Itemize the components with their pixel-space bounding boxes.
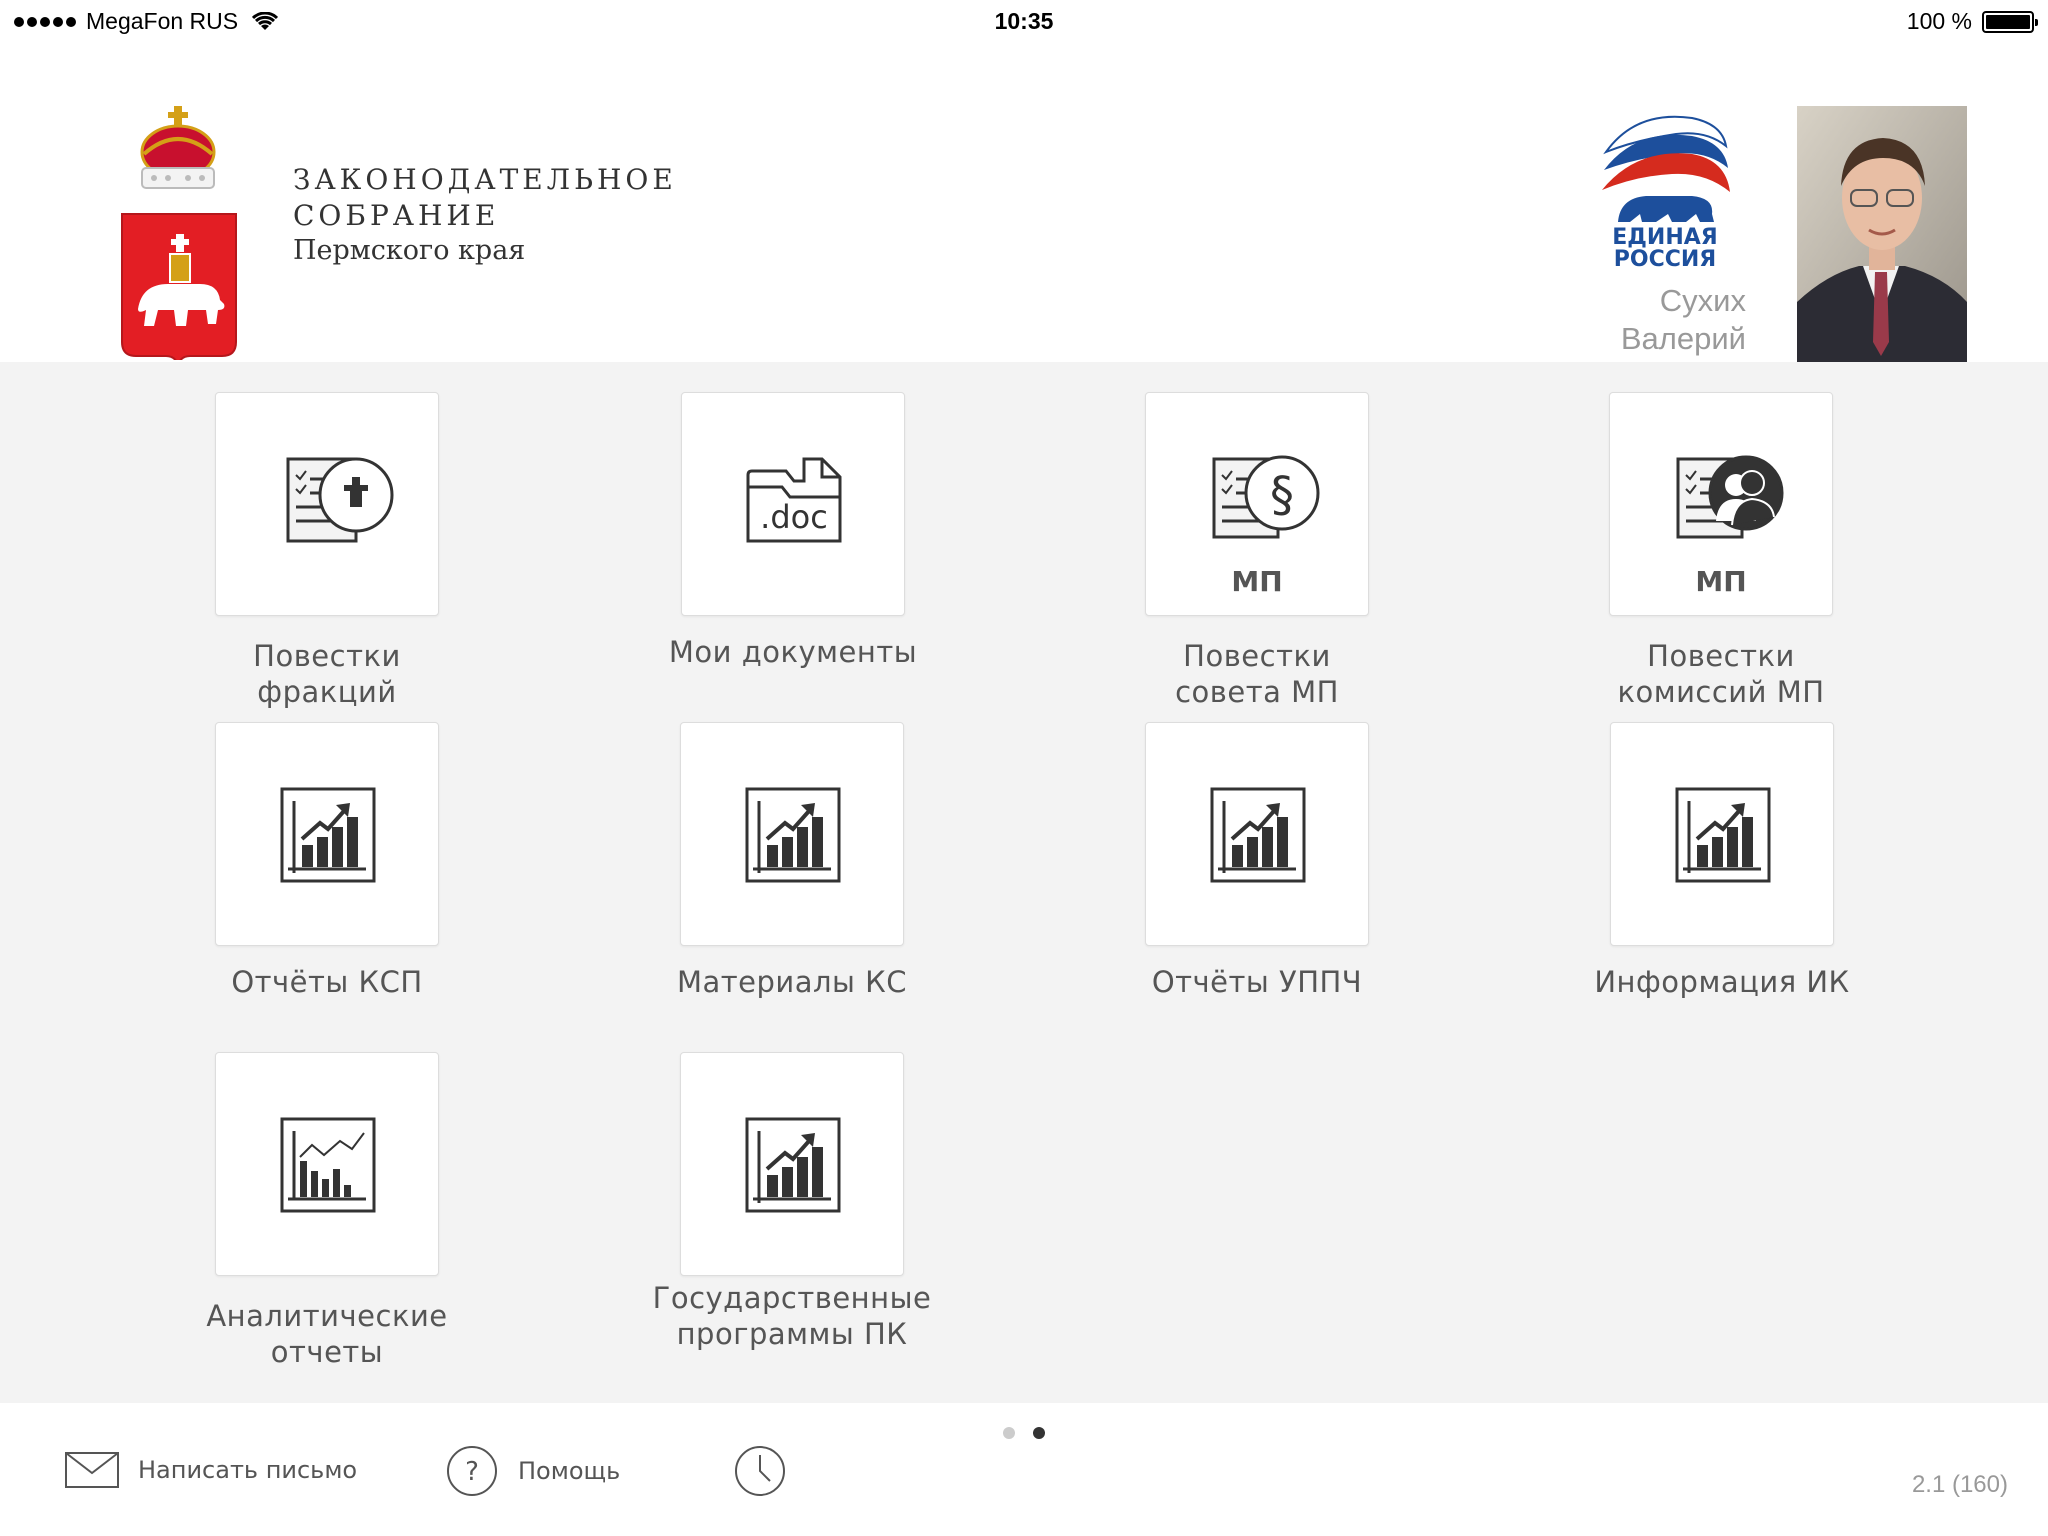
tile-my-documents[interactable] xyxy=(668,392,918,669)
tile-analytic-reports[interactable] xyxy=(206,1052,448,1369)
tile-label-line2: совета МП xyxy=(1175,675,1339,709)
main-menu-grid xyxy=(0,362,2048,1403)
tile-council-agendas-button[interactable] xyxy=(1145,392,1369,616)
tile-uppch-reports-button[interactable] xyxy=(1145,722,1369,946)
tile-label-line2: программы ПК xyxy=(676,1317,908,1351)
tile-faction-agendas-label xyxy=(154,638,500,710)
party-logo-text1: ЕДИНАЯ xyxy=(1612,225,1718,250)
tile-ks-materials-button[interactable] xyxy=(680,722,904,946)
bar-chart-icon xyxy=(681,723,905,947)
tile-ksp-reports[interactable] xyxy=(214,722,440,999)
tile-state-programs-button[interactable] xyxy=(680,1052,904,1276)
tile-council-agendas-label xyxy=(1084,638,1430,710)
bar-chart-icon xyxy=(1146,723,1370,947)
perm-coat-of-arms-icon xyxy=(118,104,242,360)
status-right xyxy=(1907,8,2034,35)
status-bar xyxy=(0,0,2048,42)
party-logo-text2: РОССИЯ xyxy=(1613,247,1717,270)
tile-label-line2: фракций xyxy=(257,675,397,709)
help-icon xyxy=(446,1445,498,1497)
tile-uppch-reports[interactable] xyxy=(1144,722,1370,999)
tile-council-sub: МП xyxy=(1231,565,1283,598)
envelope-icon xyxy=(64,1451,120,1489)
app-version: 2.1 (160) xyxy=(1911,1471,2008,1498)
united-russia-logo xyxy=(1596,110,1734,270)
tile-council-agendas[interactable] xyxy=(1144,392,1370,709)
tile-commission-agendas[interactable] xyxy=(1608,392,1834,709)
tile-analytic-reports-label xyxy=(154,1298,500,1370)
tile-label-line1: Отчёты УППЧ xyxy=(1151,965,1363,999)
tile-commission-agendas-button[interactable] xyxy=(1609,392,1833,616)
bar-chart-icon xyxy=(216,723,440,947)
help-icon-text: ? xyxy=(465,1457,479,1487)
tile-state-programs-label xyxy=(619,1280,965,1352)
tile-commission-sub: МП xyxy=(1695,565,1747,598)
tile-label-line2: комиссий МП xyxy=(1617,675,1825,709)
tile-ksp-reports-button[interactable] xyxy=(215,722,439,946)
deputy-firstname: Валерий xyxy=(1620,321,1746,356)
line-chart-icon xyxy=(216,1053,440,1277)
carrier-label: MegaFon RUS xyxy=(86,8,239,34)
faction-agenda-icon xyxy=(216,393,440,617)
tile-label-line2: отчеты xyxy=(270,1335,384,1369)
tile-analytic-reports-button[interactable] xyxy=(215,1052,439,1276)
org-title-line3: Пермского края xyxy=(293,235,526,266)
tile-label-line1: Повестки xyxy=(253,639,401,673)
crown-icon xyxy=(142,106,214,188)
tile-my-documents-button[interactable] xyxy=(681,392,905,616)
tile-faction-agendas-button[interactable] xyxy=(215,392,439,616)
tile-label-line1: Государственные xyxy=(652,1281,932,1315)
deputy-surname: Сухих xyxy=(1659,283,1746,318)
status-clock: 10:35 xyxy=(994,8,1054,34)
battery-fill xyxy=(1986,15,2030,29)
tile-ik-info-label xyxy=(1549,964,1895,1000)
deputy-photo[interactable] xyxy=(1797,106,1967,362)
svg-text:§: § xyxy=(1270,467,1294,523)
tile-label-line1: Отчёты КСП xyxy=(231,965,423,999)
tile-label-line1: Аналитические xyxy=(206,1299,448,1333)
tile-commission-agendas-label xyxy=(1548,638,1894,710)
tile-ks-materials[interactable] xyxy=(676,722,908,999)
tile-state-programs[interactable] xyxy=(652,1052,932,1351)
battery-percent: 100 % xyxy=(1906,8,1972,34)
clock-icon xyxy=(734,1445,786,1497)
help-label: Помощь xyxy=(518,1457,621,1485)
battery-icon xyxy=(1982,11,2034,33)
tile-my-documents-label xyxy=(620,634,966,670)
doc-icon-text: .doc xyxy=(760,498,828,536)
tile-label-line1: Мои документы xyxy=(668,635,918,669)
org-title-line2: СОБРАНИЕ xyxy=(293,199,500,232)
tile-ksp-reports-label xyxy=(154,964,500,1000)
footer-toolbar xyxy=(0,1403,2048,1536)
tile-ik-info-button[interactable] xyxy=(1610,722,1834,946)
tile-label-line1: Повестки xyxy=(1647,639,1795,673)
history-button[interactable] xyxy=(734,1445,786,1497)
organization-title xyxy=(293,162,677,268)
tile-ks-materials-label xyxy=(619,964,965,1000)
tile-ik-info[interactable] xyxy=(1594,722,1850,999)
bar-chart-icon xyxy=(681,1053,905,1277)
write-letter-label: Написать письмо xyxy=(138,1456,358,1484)
bar-chart-icon xyxy=(1611,723,1835,947)
org-title-line1: ЗАКОНОДАТЕЛЬНОЕ xyxy=(293,163,677,196)
tile-uppch-reports-label xyxy=(1084,964,1430,1000)
tile-label-line1: Материалы КС xyxy=(676,965,908,999)
tile-faction-agendas[interactable] xyxy=(214,392,440,709)
doc-folder-icon xyxy=(682,393,906,617)
tile-label-line1: Информация ИК xyxy=(1594,965,1850,999)
help-button[interactable] xyxy=(446,1445,620,1497)
tile-label-line1: Повестки xyxy=(1183,639,1331,673)
app-header xyxy=(0,42,2048,362)
write-letter-button[interactable] xyxy=(64,1451,357,1489)
